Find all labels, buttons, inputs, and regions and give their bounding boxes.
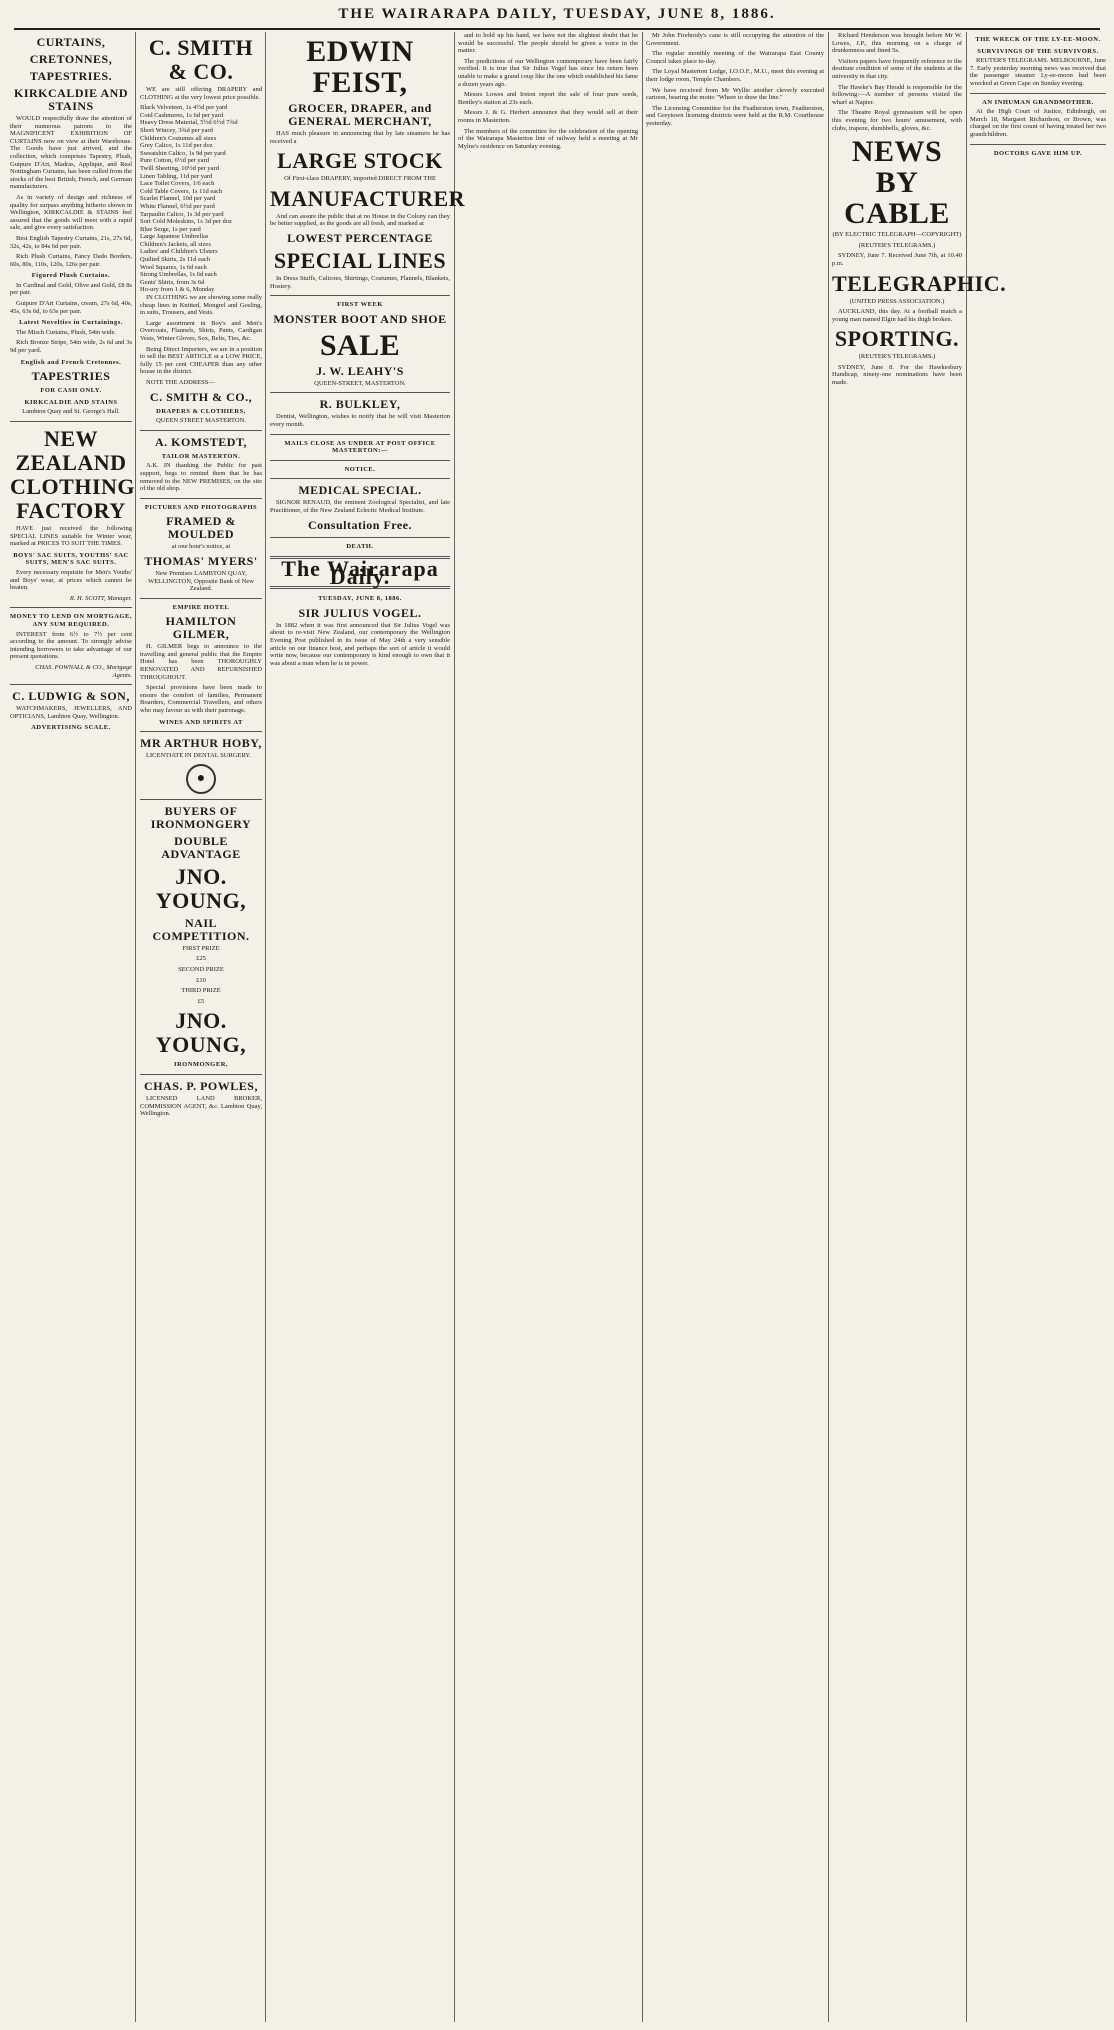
divider [10, 684, 132, 685]
section-heading: SPORTING. [834, 326, 960, 352]
divider [970, 93, 1106, 94]
column-divider [642, 32, 643, 2022]
divider [140, 598, 262, 599]
list-item: Blue Serge, 1s per yard [140, 225, 201, 233]
ad-subheading: TAILOR MASTERTON. [161, 452, 241, 460]
ad-text: WOULD respectfully draw the attention of their numerous patrons to the MAGNIFICENT EXHIBITION OF CURTAINS now on view at their Warehouse. The Goods have just arrived, and the collection, which comprises Tapestry, Plush, Guipure D'Art, Madras, Applique, and Real Nottingham Curtains, has been culled from the stocks of the best British, French, and German manufacturers. [10, 115, 132, 191]
ad-text: LICENSED LAND BROKER, COMMISSION AGENT, &c. Lambton Quay, Wellington. [140, 1094, 262, 1118]
ad-heading: CURTAINS, [36, 35, 106, 49]
article-text: The regular monthly meeting of the Wairarapa East County Council takes place to-day. [646, 50, 824, 65]
ad-text: HAS much pleasure in announcing that by late steamers he has received a [270, 130, 450, 145]
list-item: Heavy Dress Material, 5½d 6½d 7¾d [140, 119, 238, 127]
ad-text: H. GILMER begs to announce to the travelling and general public that the Empire Hotel has been THOROUGHLY RENOVATED AND REFURNISHED THROUGHOUT. [140, 643, 262, 681]
section-heading: AN INHUMAN GRANDMOTHER. [982, 98, 1094, 106]
article-text: Mr John Firebrody's cane is still occupying the attention of the Government. [646, 32, 824, 47]
ad-subheading: DRAPERS & CLOTHIERS, [156, 407, 246, 415]
ad-heading: FRAMED & MOULDED [166, 514, 236, 542]
article-text: REUTER'S TELEGRAMS. MELBOURNE, June 7. Early yesterday morning news was received that the passenger steamer Ly-ee-moon had been wrecked at Green Cape on Sunday evening. [970, 57, 1106, 87]
masthead: THE WAIRARAPA DAILY, TUESDAY, JUNE 8, 1886. [338, 6, 776, 22]
list-item: Quilted Skirts, 2s 11d each [140, 256, 210, 264]
divider [140, 498, 262, 499]
section-heading: TELEGRAPHIC. [832, 270, 1007, 296]
ad-text: Guipure D'Art Curtains, cream, 27s 6d, 40s, 45s, 63s 6d, to 63s per pair. [10, 300, 132, 315]
column-2 [140, 32, 262, 2022]
ad-subheading: FOR CASH ONLY. [40, 387, 102, 395]
ad-heading: Consultation Free. [307, 517, 413, 532]
article-text: SYDNEY, June 8. For the Hawkesbury Handicap, ninety-one nominations have been made. [832, 363, 962, 387]
column-1 [10, 32, 136, 2022]
ad-text: LICENTIATE IN DENTAL SURGERY. [146, 752, 251, 760]
divider [270, 537, 450, 538]
ad-text: Every necessary requisite for Men's Youths' and Boys' wear, at prices which cannot be beaten. [10, 568, 132, 592]
ad-heading: MEDICAL SPECIAL. [298, 483, 422, 498]
article-text: Messrs J. & G. Herbert announce that they would sell at their rooms in Masterton. [458, 109, 638, 124]
ad-subheading: Figured Plush Curtains. [31, 272, 111, 280]
article-text: and to hold up his hand, we have not the slightest doubt that he would be successful. The people should be given a voice in the matter. [458, 32, 638, 55]
ad-text: Being Direct Importers, we are in a position to sell the BEST ARTICLE at a LOW PRICE, fully 15 per cent CHEAPER than any other house in the district. [140, 345, 262, 376]
ad-subheading: DEATH. [346, 542, 374, 550]
section-heading: THE WRECK OF THE LY-EE-MOON. [975, 36, 1101, 43]
masthead-rule [14, 28, 1100, 30]
section-subheading: (REUTER'S TELEGRAMS.) [858, 241, 936, 249]
column-7 [970, 32, 1106, 2022]
article-text: Visitors papers have frequently reference to the destitute condition of some of the students at the university in that city. [832, 57, 962, 80]
article-text: We have received from Mr Wyllie another cleverly executed cartoon, bearing the motto "Where to draw the line." [646, 86, 824, 102]
ad-text: In Cardinal and Gold, Olive and Gold, £8 8s per pair. [10, 281, 132, 297]
article-text: The Hawke's Bay Herald is responsible for the following:—A number of persons visited the wharf at Napier. [832, 83, 962, 106]
ad-heading: J. W. LEAHY'S [316, 363, 404, 378]
ad-subheading: MAILS CLOSE AS UNDER AT POST OFFICE MASTERTON:— [284, 439, 436, 455]
ad-heading: SPECIAL LINES [273, 247, 447, 273]
ad-heading: NEW ZEALAND CLOTHING FACTORY [10, 426, 136, 523]
prize-amount: £10 [196, 976, 206, 984]
ad-text: IN CLOTHING we are showing some really cheap lines in Knitted, Mongrel and Gosling, in suits, Trousers, and Vests. [140, 294, 262, 317]
list-item: Wool Squares, 1s 6d each [140, 263, 207, 271]
ad-heading: C. SMITH & CO. [148, 35, 254, 84]
list-item: Black Velveteen, 1s 4½d per yard [140, 104, 228, 112]
ad-heading: HAMILTON GILMER, [165, 614, 237, 642]
prize-label: THIRD PRIZE [181, 987, 221, 995]
signature: R. H. SCOTT, Manager. [69, 594, 132, 602]
list-item: Large Japanese Umbrellas [140, 233, 209, 241]
ad-subheading: FIRST WEEK [337, 301, 383, 309]
section-subheading: (REUTER'S TELEGRAMS.) [858, 353, 936, 361]
ad-heading: LARGE STOCK [277, 148, 443, 174]
article-text: AUCKLAND, this day. At a football match a young man named Elgin had his thigh broken. [832, 308, 962, 323]
ad-text: Rich Plush Curtains, Fancy Dado Borders, 60s, 80s, 110s, 120s, 126s per pair. [10, 253, 132, 268]
ad-heading: C. SMITH & CO., [149, 389, 253, 404]
column-divider [454, 32, 455, 2022]
ad-subheading: PICTURES AND PHOTOGRAPHS [144, 503, 258, 511]
signature: CHAS. POWNALL & CO., Mortgage Agents. [35, 663, 132, 679]
ad-text: NOTE THE ADDRESS— [146, 378, 215, 386]
article-text: The members of the committee for the celebration of the opening of the Wairarapa Masterton line of railway held a meeting at Mr Mylne's residence on Saturday evening. [458, 127, 638, 150]
article-text: Messrs Lowes and Ireton report the sale of four pure seeds, Bentley's station at 23s each. [458, 91, 638, 106]
column-divider [265, 32, 266, 2022]
article-text: The Licensing Committee for the Featherston town, Featherston, and Greytown licensing districts were held at the R.M. Courthouse yesterday. [646, 104, 824, 127]
list-item: Short Wincey, 3¾d per yard [140, 126, 213, 134]
ad-subheading: ADVERTISING SCALE. [31, 724, 111, 732]
ad-heading: MONEY TO LEND ON MORTGAGE, ANY SUM REQUIRED. [10, 613, 132, 628]
list-item: Coid Cashmeres, 1s 6d per yard [140, 111, 224, 119]
ad-heading: JNO. YOUNG, [155, 1008, 247, 1058]
ad-text: HAVE just received the following SPECIAL LINES suitable for Winter wear, marked at PRICES TO SUIT THE TIMES. [10, 525, 132, 548]
ad-heading: CRETONNES, [29, 52, 113, 66]
ad-text: A.K. IN thanking the Public for past support, begs to remind them that he has removed to the NEW PREMISES, on the site of the old shop. [140, 462, 262, 493]
divider [140, 799, 262, 800]
list-item: Cold Table Covers, 1s 11d each [140, 187, 223, 195]
ad-text: Rich Bronze Stripe, 54in wide, 2s 6d and 3s 9d per yard. [10, 339, 132, 355]
ad-text: Best English Tapestry Curtains, 21s, 27s 6d, 32s, 42s, to 84s 6d per pair. [10, 234, 132, 250]
ad-heading: MANUFACTURER [270, 185, 466, 211]
column-divider [135, 32, 136, 2022]
ad-heading: MONSTER BOOT AND SHOE [273, 311, 447, 326]
ad-heading: MR ARTHUR HOBY, [140, 736, 262, 751]
list-item: White Flannel, 6½d per yard [140, 202, 215, 210]
tooth-emblem-icon: ● [186, 764, 216, 794]
ad-heading: GROCER, DRAPER, and GENERAL MERCHANT, [288, 101, 432, 128]
divider [270, 392, 450, 393]
ad-text: Special provisions have been made to ensure the comfort of families, Permanent Boarders, Commercial Travellers, and others who may favour us with their patronage. [140, 684, 262, 715]
ad-subheading: BOYS' SAC SUITS, YOUTHS' SAC SUITS, MEN'S SAC SUITS. [13, 551, 129, 567]
list-item: Lace Toilet Covers, 1/6 each [140, 180, 215, 188]
article-text: The Theatre Royal gymnasium will be open this evening for two hours' amusement, with clubs, trapeze, dumbbells, gloves, &c. [832, 109, 962, 132]
ad-text: INTEREST from 6½ to 7½ per cent according to the amount. To strongly advise intending borrowers to take advantage of our present quotations. [10, 630, 132, 661]
list-item: Strong Umbrellas, 1s 6d each [140, 271, 217, 279]
column-4 [458, 32, 638, 2022]
section-heading: DOCTORS GAVE HIM UP. [993, 149, 1083, 157]
list-item: Ladies' and Children's Ulsters [140, 248, 218, 256]
ad-heading: KIRKCALDIE AND STAINS [13, 86, 128, 113]
ad-text: Dentist, Wellington, wishes to notify that he will visit Masterton every month. [270, 413, 450, 428]
ad-text: Lambton Quay and St. George's Hall. [22, 408, 120, 416]
ad-text: New Premises LAMBTON QUAY, WELLINGTON, Opposite Bank of New Zealand. [148, 569, 254, 593]
newspaper-nameplate: The Wairarapa Daily. [281, 556, 439, 589]
divider [270, 478, 450, 479]
article-text: In 1882 when it was first announced that Sir Julius Vogel was about to re-visit New Zealand, our contemporary the Wellington Evening Post published in its issue of May 24th a very sensible article on our finance host, and perhaps the sort of article it would write now, because our contemporary is kind enough to own that it was about a man when he is in power. [270, 621, 450, 667]
ad-text: As in variety of design and richness of quality for surpass anything hitherto shown in Wellington, KIRKCALDIE & STAINS feel assured that the goods will meet with a rapid sale, and give every satisfaction. [10, 193, 132, 232]
ad-heading: A. KOMSTEDT, [154, 434, 248, 449]
divider [140, 731, 262, 732]
prize-amount: £25 [196, 955, 206, 963]
ad-heading: TAPESTRIES [31, 369, 111, 384]
divider [270, 460, 450, 461]
ad-text: Of First-class DRAPERY, imported DIRECT FROM THE [284, 175, 436, 183]
list-item: Ho-ury from 1 & 6, Monday [140, 286, 215, 294]
divider [270, 434, 450, 435]
ad-text: The Misch Curtains, Plush, 54in wide. [16, 328, 117, 336]
ad-heading: TAPESTRIES. [29, 69, 113, 83]
column-5 [646, 32, 824, 2022]
ad-heading: C. LUDWIG & SON, [12, 689, 130, 704]
divider [970, 144, 1106, 145]
ad-heading: BUYERS OF IRONMONGERY [150, 803, 252, 831]
ad-heading: CHAS. P. POWLES, [144, 1078, 258, 1093]
article-text: SYDNEY, June 7. Received June 7th, at 10.40 p.m. [832, 252, 962, 267]
ad-subheading: EMPIRE HOTEL [172, 603, 230, 611]
section-subheading: (BY ELECTRIC TELEGRAPH—COPYRIGHT) [832, 231, 962, 239]
ad-text: at one hour's notice, at [171, 543, 231, 551]
column-3 [270, 32, 466, 2022]
editorial-date: TUESDAY, JUNE 8, 1886. [318, 595, 402, 603]
section-subheading: (UNITED PRESS ASSOCIATION.) [849, 297, 945, 305]
ad-subheading: NOTICE. [344, 465, 376, 473]
ad-text: QUEEN-STREET, MASTERTON. [314, 379, 406, 387]
list-item: Children's Costumes all sizes [140, 134, 217, 142]
column-6 [832, 32, 1007, 2022]
ad-heading: JNO. YOUNG, [155, 863, 247, 913]
column-divider [966, 32, 967, 2022]
divider [270, 295, 450, 296]
ad-subheading: IRONMONGER, [173, 1061, 229, 1069]
section-heading: NEWS BY CABLE [844, 135, 950, 231]
divider [10, 421, 132, 422]
ad-heading: THOMAS' MYERS' [144, 553, 258, 568]
article-text: At the High Court of Justice, Edinburgh, on March 18, Margaret Richardson, or Brown, was charged on the first count of having treated her two grandchildren. [970, 108, 1106, 138]
ad-heading: LOWEST PERCENTAGE [287, 230, 433, 245]
article-text: The predictions of our Wellington contemporary have been fairly verified. It is true that Sir Julius Vogel has since his return been unable to make a grand coup like the one which established his fame a dozen years ago. [458, 57, 638, 88]
ad-subheading: KIRKCALDIE AND STAINS [24, 398, 118, 406]
ad-text: And can assure the public that at no House in the Colony can they be better supplied, as the goods are all fresh, and marked at [270, 212, 450, 228]
ad-text: Large assortment in Boy's and Men's Overcoats, Flannels, Shirts, Pants, Cardigan Vests, Winter Gloves, Sox, Belts, Ties, &c. [140, 319, 262, 342]
prize-label: FIRST PRIZE [182, 944, 220, 952]
ad-heading: EDWIN FEIST, [306, 35, 414, 99]
prize-amount: £5 [197, 997, 205, 1005]
ad-heading: R. BULKLEY, [319, 397, 401, 412]
list-item: Pure Cotton, 6½d per yard [140, 157, 209, 165]
ad-heading: NAIL COMPETITION. [152, 915, 250, 943]
ad-heading: SALE [319, 328, 401, 362]
section-heading: SURVIVINGS OF THE SURVIVORS. [977, 47, 1099, 55]
list-item: Gents' Shirts, from 3s 6d [140, 278, 205, 286]
ad-subheading: WINES AND SPIRITS AT [159, 718, 243, 726]
ad-subheading: Latest Novelties in Curtainings. [19, 319, 123, 327]
list-item: Sort Cold Moleskins, 1s 3d per doz [140, 218, 232, 226]
article-text: The Loyal Masterton Lodge, I.O.O.F., M.U., meet this evening at their lodge room, Temple Chambers. [646, 68, 824, 83]
editorial-title: SIR JULIUS VOGEL. [298, 605, 422, 620]
divider [140, 430, 262, 431]
list-item: Linen Tabling, 11d per yard [140, 172, 213, 180]
list-item: Grey Calico, 1s 11d per doz [140, 142, 213, 150]
list-item: Tarpaulin Calico, 1s 3d per yard [140, 210, 224, 218]
ad-text: WATCHMAKERS, JEWELLERS, AND OPTICIANS, Lambton Quay, Wellington. [10, 705, 132, 720]
list-item: Twill Sheeting, 10½d per yard [140, 164, 219, 172]
price-list [140, 104, 262, 294]
list-item: Sweatshin Calico, 1s 9d per yard [140, 149, 226, 157]
ad-text: SIGNOR RENAUD, the eminent Zoological Specialist, and late Practitioner, of the New Zealand Eclectic Medical Institute. [270, 499, 450, 514]
column-divider [828, 32, 829, 2022]
list-item: Children's Jackets, all sizes [140, 240, 211, 248]
list-item: Scarlet Flannel, 10d per yard [140, 195, 216, 203]
ad-heading: DOUBLE ADVANTAGE [161, 833, 241, 861]
ad-text: QUEEN STREET MASTERTON. [156, 417, 246, 425]
ad-subheading: English and French Cretonnes. [20, 358, 122, 366]
article-text: Richard Henderson was brought before Mr W. Lowes, J.P., this morning on a charge of drunkenness and fined 5s. [832, 32, 962, 55]
divider [10, 607, 132, 608]
ad-text: WE are still offering DRAPERY and CLOTHING at the very lowest price possible. [140, 86, 262, 101]
prize-label: SECOND PRIZE [178, 966, 224, 973]
divider [140, 1074, 262, 1075]
ad-text: In Dress Stuffs, Calicoes, Shirtings, Costumes, Flannels, Blankets, Hosiery. [270, 274, 450, 290]
